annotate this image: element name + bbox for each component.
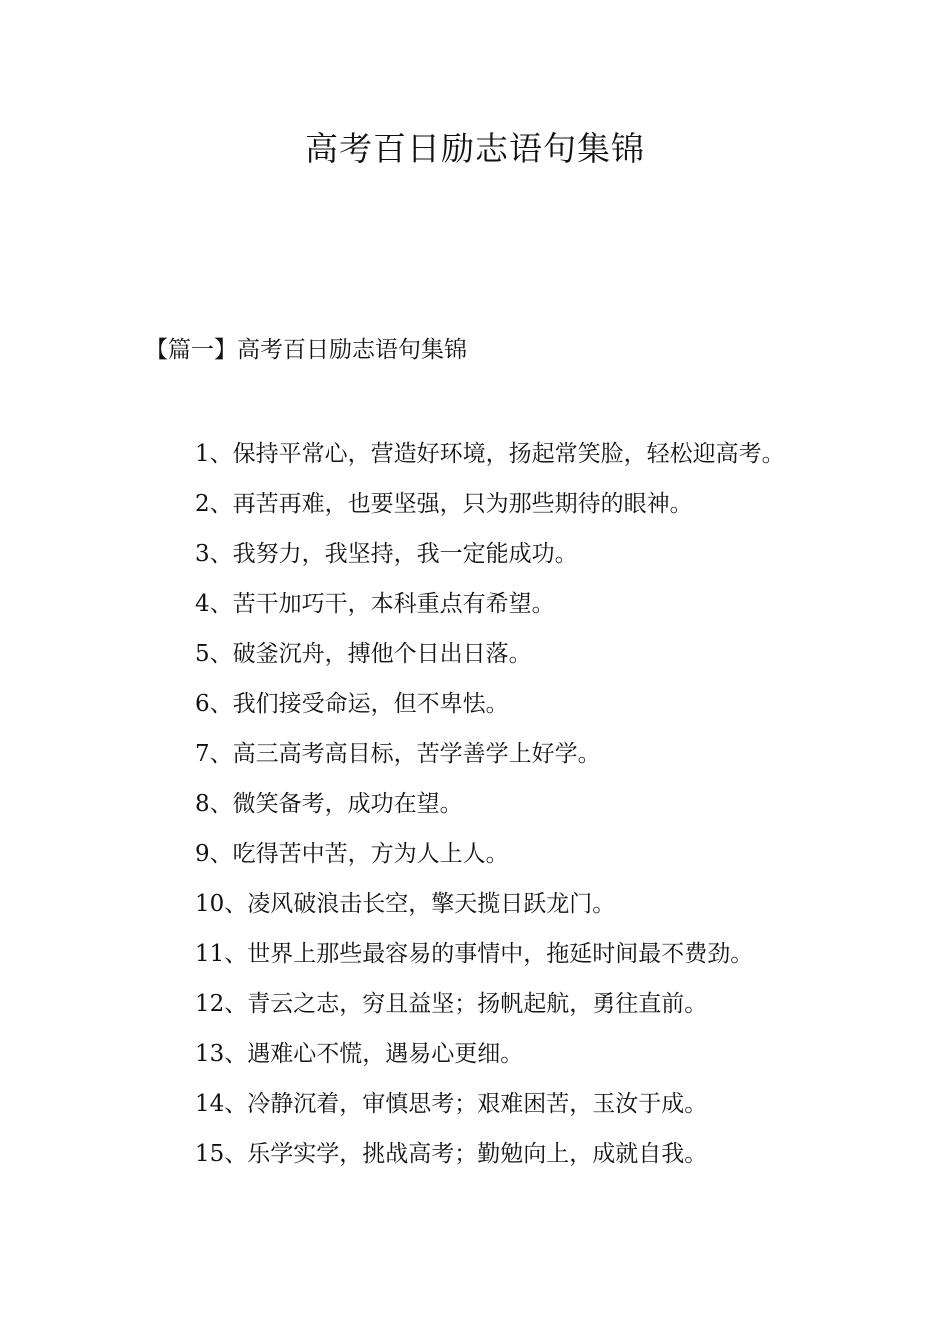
list-item: 5、破釜沉舟，搏他个日出日落。 (195, 641, 532, 667)
quote-list (145, 429, 815, 1179)
list-item: 13、遇难心不慌，遇易心更细。 (195, 1041, 524, 1067)
list-item: 12、青云之志，穷且益坚；扬帆起航，勇往直前。 (195, 991, 708, 1017)
list-item: 2、再苦再难，也要坚强，只为那些期待的眼神。 (195, 491, 693, 517)
list-item: 6、我们接受命运，但不卑怯。 (195, 691, 509, 717)
section-heading: 【篇一】高考百日励志语句集锦 (145, 337, 467, 363)
list-item: 1、保持平常心，营造好环境，扬起常笑脸，轻松迎高考。 (195, 441, 785, 467)
list-item: 11、世界上那些最容易的事情中，拖延时间最不费劲。 (195, 941, 754, 967)
list-item: 10、凌风破浪击长空，擎天揽日跃龙门。 (195, 891, 616, 917)
list-item: 14、冷静沉着，审慎思考；艰难困苦，玉汝于成。 (195, 1091, 708, 1117)
list-item: 9、吃得苦中苦，方为人上人。 (195, 841, 509, 867)
document-title: 高考百日励志语句集锦 (305, 129, 645, 168)
list-item: 3、我努力，我坚持，我一定能成功。 (195, 541, 578, 567)
list-item: 8、微笑备考，成功在望。 (195, 791, 463, 817)
list-item: 4、苦干加巧干，本科重点有希望。 (195, 591, 555, 617)
list-item: 15、乐学实学，挑战高考；勤勉向上，成就自我。 (195, 1141, 708, 1167)
list-item: 7、高三高考高目标，苦学善学上好学。 (195, 741, 601, 767)
